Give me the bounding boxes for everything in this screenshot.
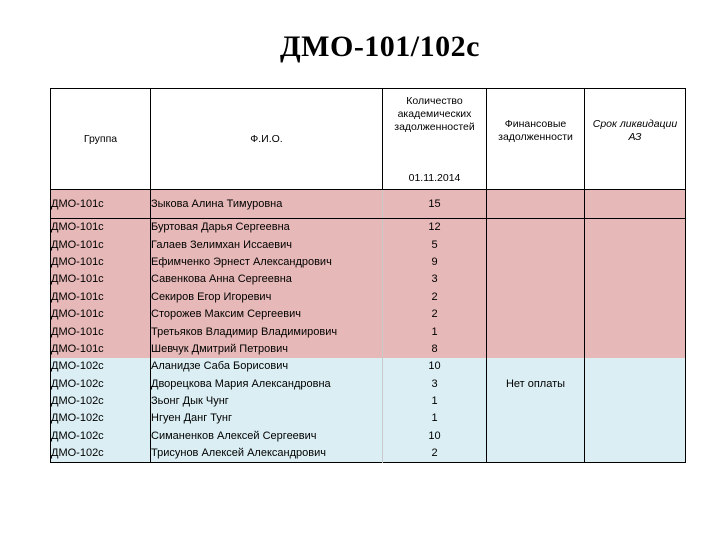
cell-group: ДМО-101с (51, 290, 104, 303)
cell-liquidation-term (585, 358, 686, 375)
cell-debt-count: 9 (383, 254, 487, 271)
cell-financial (487, 254, 585, 271)
cell-group: ДМО-102с (51, 377, 104, 390)
cell-debt-count: 3 (383, 376, 487, 393)
cell-group: ДМО-102с (51, 360, 104, 373)
table-row (51, 410, 686, 427)
table-row (51, 236, 686, 253)
cell-name: Ефимченко Эрнест Александрович (151, 254, 383, 271)
cell-debt-count: 1 (383, 323, 487, 340)
page-title: ДМО-101/102с (280, 30, 480, 63)
cell-group: ДМО-101с (51, 342, 104, 355)
cell-liquidation-term (585, 393, 686, 410)
header-academic-debts: Количество академических задолженностей (383, 89, 487, 168)
cell-group: ДМО-101с (51, 273, 104, 286)
cell-liquidation-term (585, 219, 686, 237)
cell-liquidation-term (585, 445, 686, 463)
cell-debt-count: 15 (383, 190, 487, 219)
cell-debt-count: 2 (383, 289, 487, 306)
table-row (51, 289, 686, 306)
cell-group: ДМО-102с (51, 395, 104, 408)
cell-financial (487, 306, 585, 323)
cell-financial: Нет оплаты (487, 376, 585, 393)
table-row (51, 306, 686, 323)
cell-debt-count: 5 (383, 236, 487, 253)
table-row (51, 428, 686, 445)
cell-financial (487, 219, 585, 237)
table-row (51, 190, 686, 219)
cell-financial (487, 410, 585, 427)
table-row (51, 393, 686, 410)
cell-liquidation-term (585, 271, 686, 288)
cell-name: Нгуен Данг Тунг (151, 410, 383, 427)
cell-financial (487, 341, 585, 358)
header-date: 01.11.2014 (383, 167, 487, 190)
cell-group: ДМО-101с (51, 308, 104, 321)
table-row (51, 341, 686, 358)
cell-name: Галаев Зелимхан Иссаевич (151, 236, 383, 253)
cell-debt-count: 1 (383, 393, 487, 410)
cell-debt-count: 8 (383, 341, 487, 358)
table-row (51, 376, 686, 393)
table-row (51, 219, 686, 237)
cell-name: Дворецкова Мария Александровна (151, 376, 383, 393)
cell-group: ДМО-101с (51, 238, 104, 251)
cell-name: Зьонг Дык Чунг (151, 393, 383, 410)
cell-name: Сторожев Максим Сергеевич (151, 306, 383, 323)
cell-liquidation-term (585, 341, 686, 358)
cell-group: ДМО-101с (51, 255, 104, 268)
table-row (51, 323, 686, 340)
cell-debt-count: 3 (383, 271, 487, 288)
cell-liquidation-term (585, 306, 686, 323)
table-row (51, 445, 686, 463)
cell-financial (487, 445, 585, 463)
cell-liquidation-term (585, 376, 686, 393)
cell-group: ДМО-101с (51, 221, 104, 234)
cell-liquidation-term (585, 254, 686, 271)
cell-name: Зыкова Алина Тимуровна (151, 190, 383, 219)
cell-group: ДМО-101с (51, 190, 151, 219)
table-row (51, 358, 686, 375)
cell-liquidation-term (585, 190, 686, 219)
cell-financial (487, 428, 585, 445)
cell-group: ДМО-101с (51, 325, 104, 338)
header-name: Ф.И.О. (151, 89, 383, 190)
cell-liquidation-term (585, 236, 686, 253)
cell-liquidation-term (585, 410, 686, 427)
cell-name: Симаненков Алексей Сергеевич (151, 428, 383, 445)
header-group: Группа (51, 89, 151, 190)
cell-name: Шевчук Дмитрий Петрович (151, 341, 383, 358)
cell-group: ДМО-102с (51, 429, 104, 442)
header-financial-debts: Финансовые задолженности (487, 89, 585, 190)
cell-financial (487, 289, 585, 306)
debts-table (50, 88, 686, 463)
cell-group: ДМО-102с (51, 447, 104, 460)
cell-debt-count: 2 (383, 445, 487, 463)
cell-debt-count: 10 (383, 428, 487, 445)
cell-liquidation-term (585, 323, 686, 340)
cell-group: ДМО-102с (51, 412, 104, 425)
cell-financial (487, 271, 585, 288)
cell-financial (487, 190, 585, 219)
cell-name: Савенкова Анна Сергеевна (151, 271, 383, 288)
cell-debt-count: 2 (383, 306, 487, 323)
cell-debt-count: 1 (383, 410, 487, 427)
cell-name: Аланидзе Саба Борисович (151, 358, 383, 375)
cell-name: Третьяков Владимир Владимирович (151, 323, 383, 340)
cell-liquidation-term (585, 428, 686, 445)
cell-debt-count: 12 (383, 219, 487, 237)
cell-financial (487, 358, 585, 375)
cell-debt-count: 10 (383, 358, 487, 375)
cell-financial (487, 393, 585, 410)
table-row (51, 254, 686, 271)
cell-name: Трисунов Алексей Александрович (151, 445, 383, 463)
table-row (51, 271, 686, 288)
cell-financial (487, 323, 585, 340)
cell-liquidation-term (585, 289, 686, 306)
cell-name: Буртовая Дарья Сергеевна (151, 219, 383, 237)
cell-financial (487, 236, 585, 253)
header-liquidation-term: Срок ликвидации АЗ (585, 89, 686, 190)
cell-name: Секиров Егор Игоревич (151, 289, 383, 306)
